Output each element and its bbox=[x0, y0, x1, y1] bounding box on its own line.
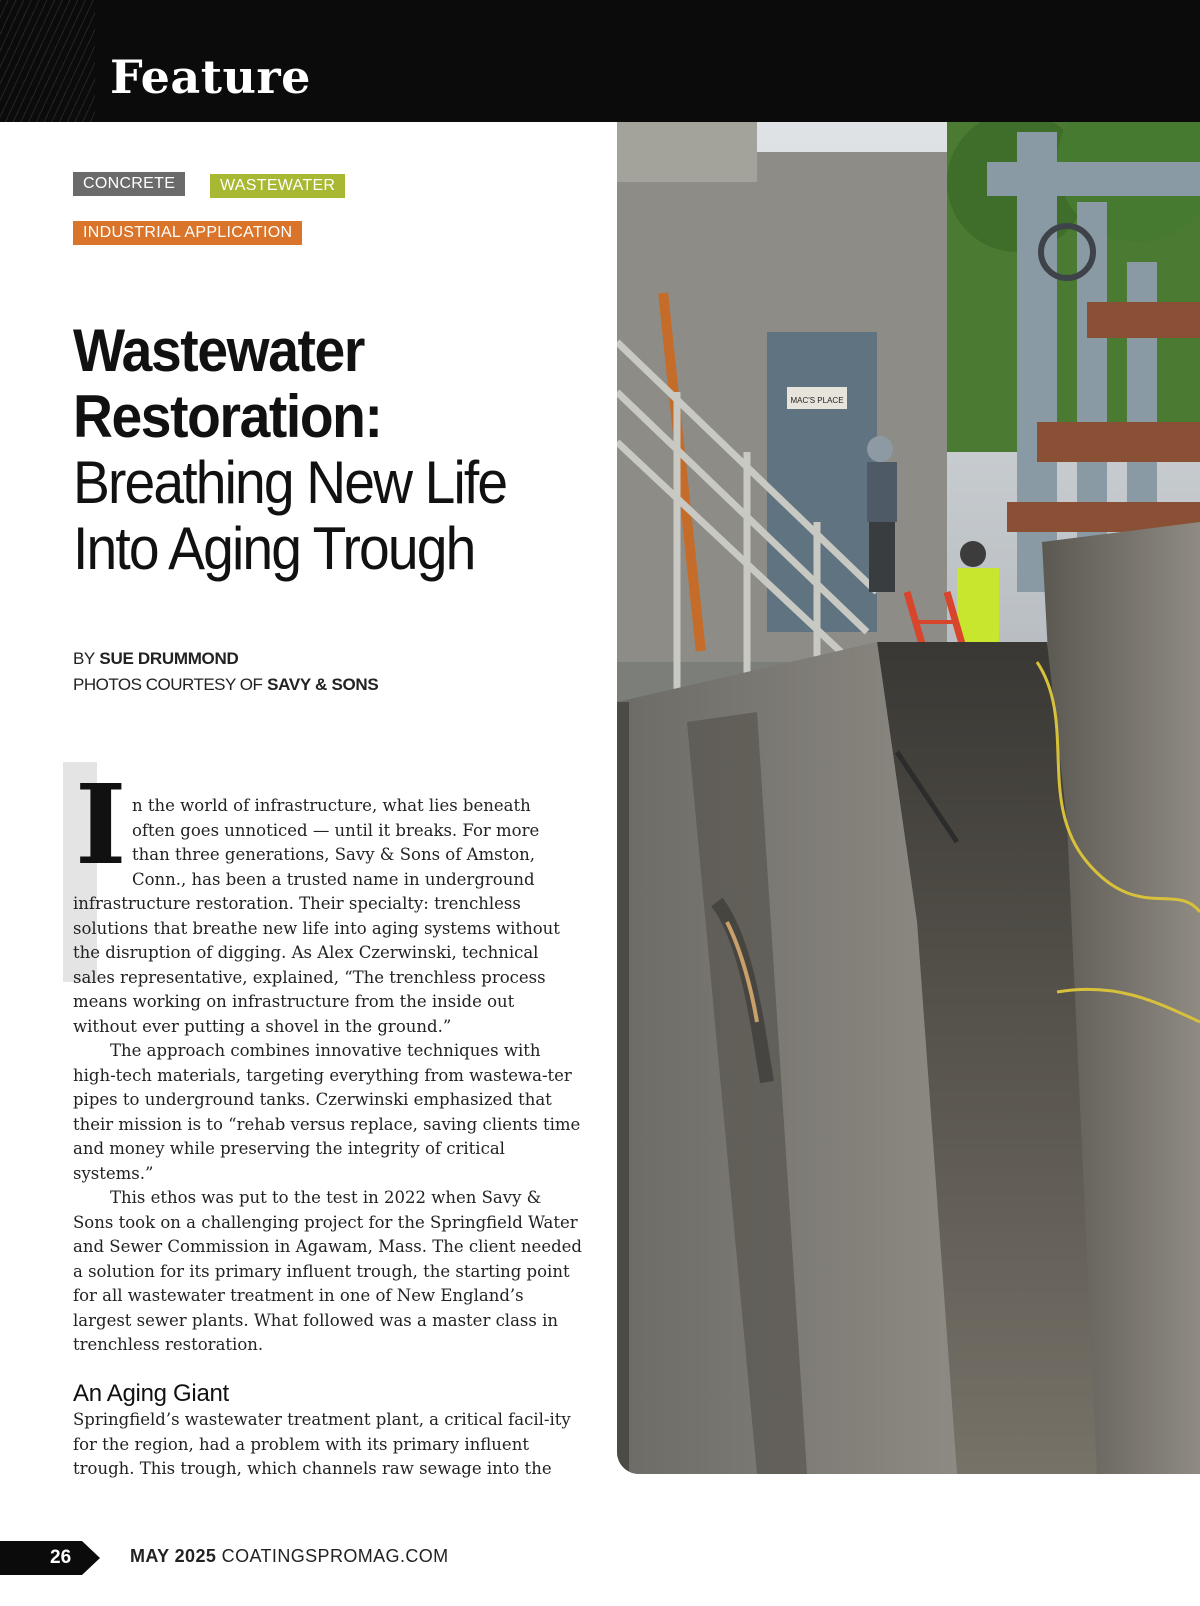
section-header-band bbox=[0, 0, 1200, 122]
paragraph-1-line: infrastructure restoration. Their specialty: trenchless bbox=[73, 894, 521, 913]
author-name: SUE DRUMMOND bbox=[99, 649, 239, 668]
body-paragraph-2: The approach combines innovative techniques with high-tech materials, targeting everything from wastewa-ter pipes to underground tanks. Czerwinski emphasized that their mission is to “rehab versus replace, saving clients time and money while preserving the integrity of critical systems.” bbox=[73, 1041, 581, 1183]
paragraph-1-line: means working on infrastructure from the inside out bbox=[73, 992, 515, 1011]
section-title: Feature bbox=[110, 50, 311, 104]
paragraph-1-line: Conn., has been a trusted name in underground bbox=[132, 869, 535, 889]
headline-bold-line-1: Wastewater bbox=[73, 317, 364, 384]
author-line bbox=[73, 646, 378, 672]
tag-industrial-application[interactable]: INDUSTRIAL APPLICATION bbox=[73, 221, 302, 245]
photo-illustration bbox=[617, 122, 1200, 1474]
paragraph-1-line: sales representative, explained, “The trenchless process bbox=[73, 967, 546, 987]
paragraph-1-line: often goes unnoticed — until it breaks. For more bbox=[132, 820, 540, 840]
tag-concrete[interactable]: CONCRETE bbox=[73, 172, 185, 196]
photo-credit-line bbox=[73, 672, 378, 698]
headline-light-line-2: Into Aging Trough bbox=[73, 515, 475, 582]
photo-credit: SAVY & SONS bbox=[267, 675, 379, 694]
paragraph-1-line: solutions that breathe new life into aging systems without bbox=[73, 918, 560, 938]
section-subhead: An Aging Giant bbox=[73, 1380, 229, 1407]
footer-issue-info bbox=[130, 1546, 449, 1567]
body-paragraph-4-text: Springfield’s wastewater treatment plant, a critical facil-ity for the region, had a problem with its primary influent trough. This trough, which channels raw sewage into the bbox=[73, 1410, 571, 1478]
website[interactable]: COATINGSPROMAG.COM bbox=[221, 1546, 449, 1566]
door-sign-text: MAC'S PLACE bbox=[790, 396, 844, 405]
headline-light-line-1: Breathing New Life bbox=[73, 449, 507, 516]
body-paragraph-3: This ethos was put to the test in 2022 when Savy & Sons took on a challenging project for the Springfield Water and Sewer Commission in Agawam, Mass. The client needed a solution for its primary influent trough, the starting point for all wastewater treatment in one of New England’s largest sewer plants. What followed was a master class in trenchless restoration. bbox=[73, 1188, 582, 1354]
body-paragraph-4 bbox=[73, 1408, 583, 1482]
page-number: 26 bbox=[50, 1547, 72, 1568]
drop-cap: I bbox=[75, 760, 127, 889]
paragraph-1-line: the disruption of digging. As Alex Czerwinski, technical bbox=[73, 943, 539, 962]
tag-wastewater[interactable]: WASTEWATER bbox=[210, 174, 345, 198]
headline-bold-line-2: Restoration: bbox=[73, 383, 382, 450]
paragraph-1-line: n the world of infrastructure, what lies beneath bbox=[132, 796, 531, 815]
issue-date: MAY 2025 bbox=[130, 1546, 217, 1566]
trench-restoration-photo bbox=[617, 122, 1200, 1474]
by-label: BY bbox=[73, 649, 95, 668]
paragraph-1-line: than three generations, Savy & Sons of Amston, bbox=[132, 845, 536, 864]
body-paragraph-1 bbox=[73, 794, 583, 1358]
article-headline bbox=[73, 318, 593, 582]
paragraph-1-line: without ever putting a shovel in the ground.” bbox=[73, 1016, 452, 1036]
byline bbox=[73, 646, 378, 698]
photos-label: PHOTOS COURTESY OF bbox=[73, 675, 263, 694]
